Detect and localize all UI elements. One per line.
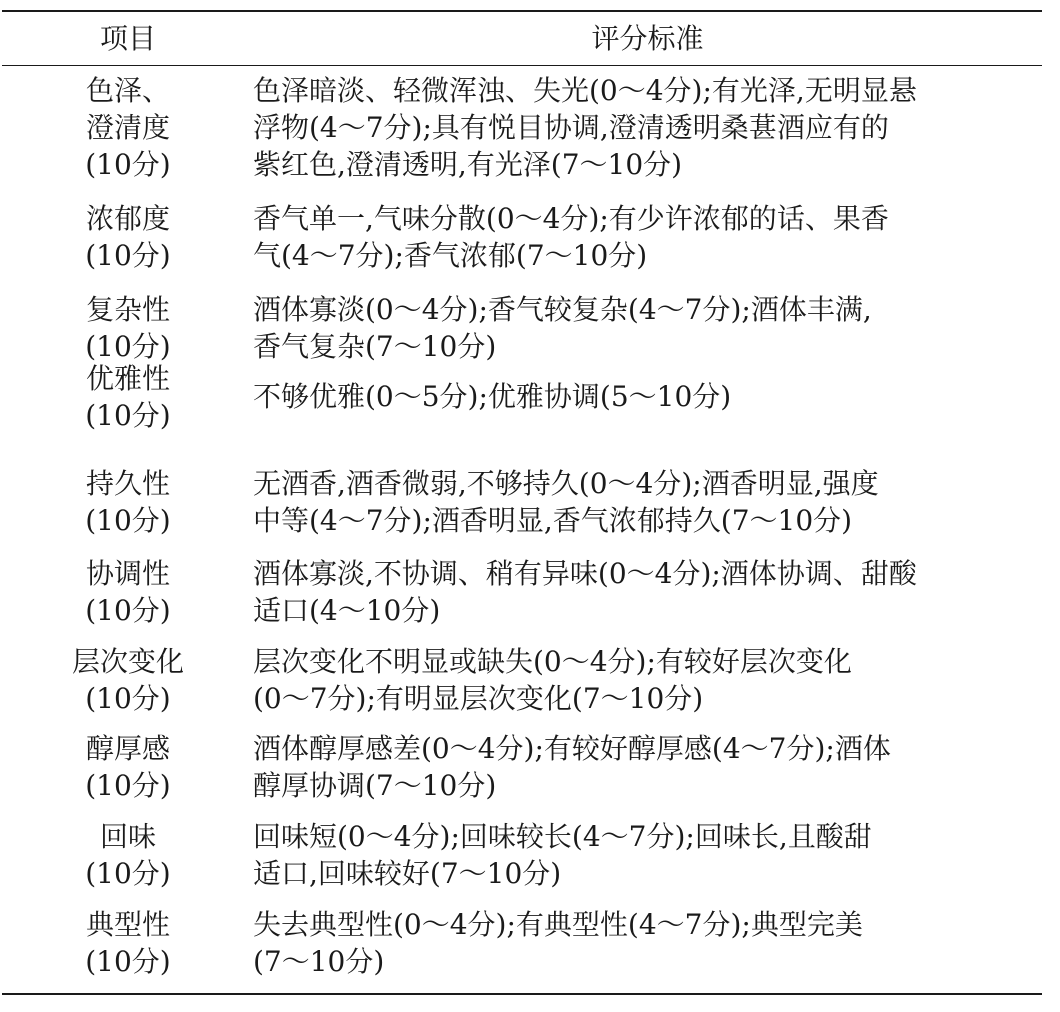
cell-criteria — [253, 465, 1028, 539]
item-line: (10分) — [85, 239, 171, 272]
criteria-line: 紫红色,澄清透明,有光泽(7～10分) — [253, 148, 683, 181]
cell-item — [58, 200, 198, 274]
item-line: (10分) — [85, 504, 171, 537]
cell-item — [58, 643, 198, 717]
item-line: 优雅性 — [85, 362, 170, 395]
header-item: 项目 — [99, 22, 156, 55]
item-line: 协调性 — [85, 557, 170, 590]
criteria-line: (7～10分) — [253, 945, 385, 978]
criteria-line: 酒体寡淡,不协调、稍有异味(0～4分);酒体协调、甜酸 — [253, 557, 917, 590]
table-header-rule — [2, 65, 1042, 66]
item-line: (10分) — [85, 682, 171, 715]
item-line: (10分) — [85, 857, 171, 890]
table-bottom-rule — [2, 993, 1042, 995]
criteria-line: 酒体醇厚感差(0～4分);有较好醇厚感(4～7分);酒体 — [253, 732, 891, 765]
criteria-line: 中等(4～7分);酒香明显,香气浓郁持久(7～10分) — [253, 504, 853, 537]
cell-item — [58, 906, 198, 980]
criteria-line: 回味短(0～4分);回味较长(4～7分);回味长,且酸甜 — [253, 820, 872, 853]
criteria-line: 无酒香,酒香微弱,不够持久(0～4分);酒香明显,强度 — [253, 467, 879, 500]
cell-item — [58, 72, 198, 183]
cell-item — [58, 291, 198, 365]
cell-item — [58, 730, 198, 804]
criteria-line: 适口,回味较好(7～10分) — [253, 857, 562, 890]
criteria-line: 不够优雅(0～5分);优雅协调(5～10分) — [253, 380, 732, 413]
cell-item — [58, 360, 198, 434]
criteria-line: 层次变化不明显或缺失(0～4分);有较好层次变化 — [253, 645, 852, 678]
item-line: 典型性 — [85, 908, 170, 941]
cell-criteria — [253, 378, 1028, 415]
cell-item — [58, 555, 198, 629]
item-line: 浓郁度 — [85, 202, 170, 235]
cell-criteria — [253, 555, 1028, 629]
criteria-line: 香气复杂(7～10分) — [253, 330, 497, 363]
criteria-line: 酒体寡淡(0～4分);香气较复杂(4～7分);酒体丰满, — [253, 293, 872, 326]
item-line: 回味 — [99, 820, 156, 853]
criteria-line: (0～7分);有明显层次变化(7～10分) — [253, 682, 704, 715]
cell-criteria — [253, 200, 1028, 274]
item-line: (10分) — [85, 399, 171, 432]
item-line: 醇厚感 — [85, 732, 170, 765]
item-line: (10分) — [85, 330, 171, 363]
cell-criteria — [253, 72, 1028, 183]
criteria-line: 气(4～7分);香气浓郁(7～10分) — [253, 239, 648, 272]
criteria-line: 醇厚协调(7～10分) — [253, 769, 497, 802]
criteria-line: 色泽暗淡、轻微浑浊、失光(0～4分);有光泽,无明显悬 — [253, 74, 917, 107]
cell-criteria — [253, 730, 1028, 804]
cell-criteria — [253, 818, 1028, 892]
table-header — [0, 12, 1060, 65]
cell-item — [58, 465, 198, 539]
item-line: (10分) — [85, 769, 171, 802]
item-line: 色泽、 — [85, 74, 170, 107]
criteria-line: 适口(4～10分) — [253, 594, 441, 627]
item-line: (10分) — [85, 945, 171, 978]
item-line: 层次变化 — [71, 645, 184, 678]
item-line: (10分) — [85, 594, 171, 627]
cell-criteria — [253, 643, 1028, 717]
item-line: 复杂性 — [85, 293, 170, 326]
item-line: 持久性 — [85, 467, 170, 500]
criteria-line: 香气单一,气味分散(0～4分);有少许浓郁的话、果香 — [253, 202, 889, 235]
item-line: (10分) — [85, 148, 171, 181]
cell-criteria — [253, 906, 1028, 980]
criteria-line: 失去典型性(0～4分);有典型性(4～7分);典型完美 — [253, 908, 863, 941]
cell-criteria — [253, 291, 1028, 365]
header-criteria: 评分标准 — [591, 22, 704, 55]
item-line: 澄清度 — [85, 111, 170, 144]
cell-item — [58, 818, 198, 892]
criteria-line: 浮物(4～7分);具有悦目协调,澄清透明桑葚酒应有的 — [253, 111, 889, 144]
